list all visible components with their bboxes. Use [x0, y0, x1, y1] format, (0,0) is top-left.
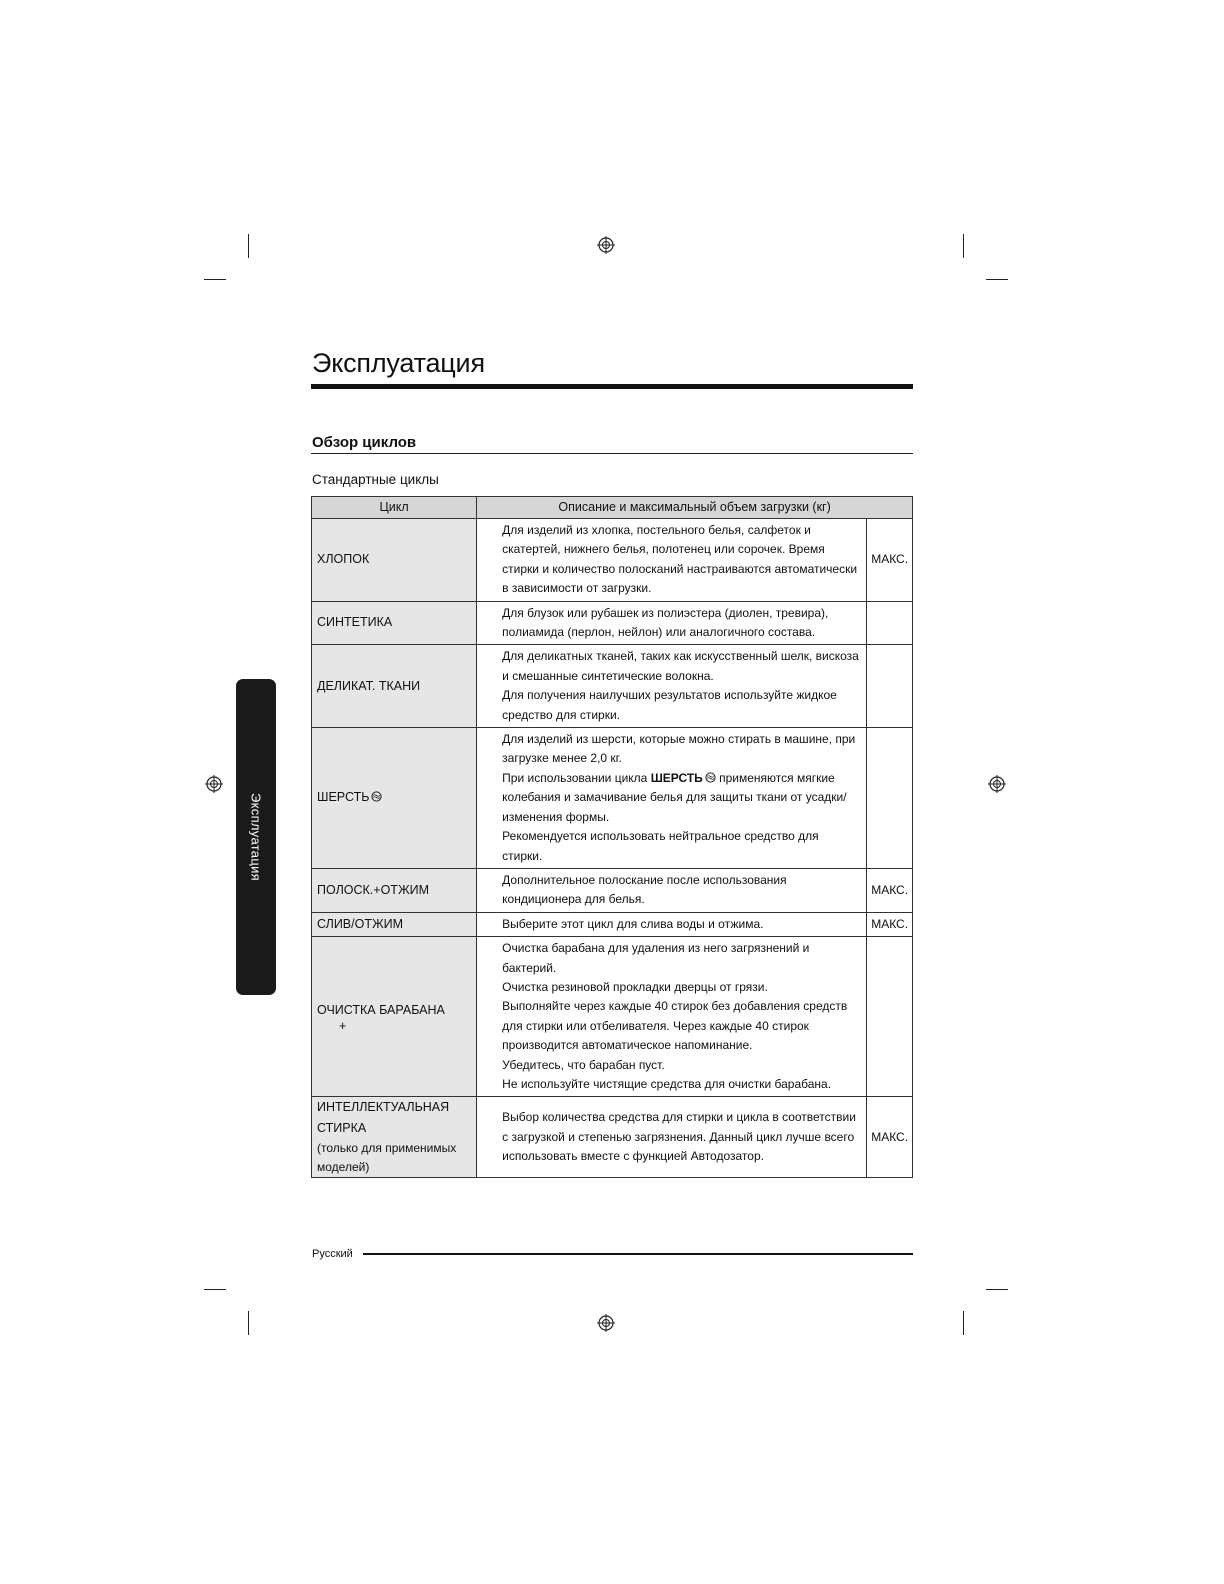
table-row — [312, 601, 913, 645]
crop-mark — [248, 234, 249, 258]
cycle-name: СИНТЕТИКА — [312, 601, 477, 645]
table-row — [312, 1097, 913, 1178]
wool-icon — [371, 791, 382, 802]
cycle-max-load — [867, 645, 913, 728]
cycle-max-load — [867, 937, 913, 1097]
crop-mark — [963, 234, 964, 258]
cycle-name: ШЕРСТЬ — [312, 728, 477, 869]
crop-mark — [248, 1311, 249, 1335]
cycle-name: СЛИВ/ОТЖИМ — [312, 912, 477, 936]
cycle-name: ИНТЕЛЛЕКТУАЛЬНАЯ СТИРКА (только для применимых моделей) — [312, 1097, 477, 1178]
cycle-max-load: МАКС. — [867, 868, 913, 912]
cycles-table — [311, 496, 913, 1178]
registration-mark-icon — [205, 775, 223, 793]
cycle-description: Для блузок или рубашек из полиэстера (диолен, тревира), полиамида (перлон, нейлон) или аналогичного состава. — [477, 601, 867, 645]
cycle-description: Выбор количества средства для стирки и цикла в соответствии с загрузкой и степенью загрязнения. Данный цикл лучше всего использовать вместе с функцией Автодозатор. — [477, 1097, 867, 1178]
cycle-description: Для деликатных тканей, таких как искусственный шелк, вискоза и смешанные синтетические волокна. Для получения наилучших результатов используйте жидкое средство для стирки. — [477, 645, 867, 728]
table-row — [312, 912, 913, 936]
cycle-suffix: + — [339, 1019, 347, 1034]
table-header-row — [312, 497, 913, 519]
section-title: Обзор циклов — [312, 434, 417, 451]
cycle-max-load — [867, 728, 913, 869]
cycle-description: Для изделий из хлопка, постельного белья, салфеток и скатертей, нижнего белья, полотенец или сорочек. Время стирки и количество полосканий настраиваются автоматически в зависимости от загрузки. — [477, 519, 867, 602]
cycle-description: Дополнительное полоскание после использования кондиционера для белья. — [477, 868, 867, 912]
table-row — [312, 728, 913, 869]
title-rule — [311, 384, 913, 389]
header-description: Описание и максимальный объем загрузки (кг) — [477, 497, 913, 519]
cycle-max-load: МАКС. — [867, 519, 913, 602]
wool-icon — [705, 772, 716, 783]
cycle-name: ПОЛОСК.+ОТЖИМ — [312, 868, 477, 912]
crop-mark — [204, 1289, 226, 1290]
crop-mark — [963, 1311, 964, 1335]
registration-mark-icon — [988, 775, 1006, 793]
registration-mark-icon — [597, 236, 615, 254]
crop-mark — [986, 1289, 1008, 1290]
table-row — [312, 645, 913, 728]
cycle-description: Очистка барабана для удаления из него загрязнений и бактерий. Очистка резиновой прокладки дверцы от грязи. Выполняйте через каждые 40 стирок без добавления средств для стирки или отбеливателя. Через каждые 40 стирок производится автоматическое напоминание. Убедитесь, что барабан пуст. Не используйте чистящие средства для очистки барабана. — [477, 937, 867, 1097]
cycle-description: Выберите этот цикл для слива воды и отжима. — [477, 912, 867, 936]
crop-mark — [204, 279, 226, 280]
cycle-name: ХЛОПОК — [312, 519, 477, 602]
cycle-max-load — [867, 601, 913, 645]
cycle-name: ДЕЛИКАТ. ТКАНИ — [312, 645, 477, 728]
cycle-name: ОЧИСТКА БАРАБАНА + — [312, 937, 477, 1097]
cycle-max-load: МАКС. — [867, 912, 913, 936]
footer-language: Русский — [312, 1248, 353, 1260]
side-tab-label: Эксплуатация — [248, 793, 264, 881]
footer-rule — [363, 1253, 913, 1255]
side-tab — [236, 679, 276, 995]
cycle-description: Для изделий из шерсти, которые можно стирать в машине, при загрузке менее 2,0 кг. При использовании цикла ШЕРСТЬ применяются мягкие колебания и замачивание белья для защиты ткани от усадки/изменения формы. Рекомендуется использовать нейтральное средство для стирки. — [477, 728, 867, 869]
table-row — [312, 519, 913, 602]
registration-mark-icon — [597, 1314, 615, 1332]
table-row — [312, 937, 913, 1097]
table-row — [312, 868, 913, 912]
crop-mark — [986, 279, 1008, 280]
cycle-note: (только для применимых моделей) — [317, 1141, 457, 1175]
section-rule — [311, 453, 913, 454]
cycle-max-load: МАКС. — [867, 1097, 913, 1178]
page-title: Эксплуатация — [312, 348, 485, 378]
section-subtitle: Стандартные циклы — [312, 472, 439, 487]
header-cycle: Цикл — [312, 497, 477, 519]
